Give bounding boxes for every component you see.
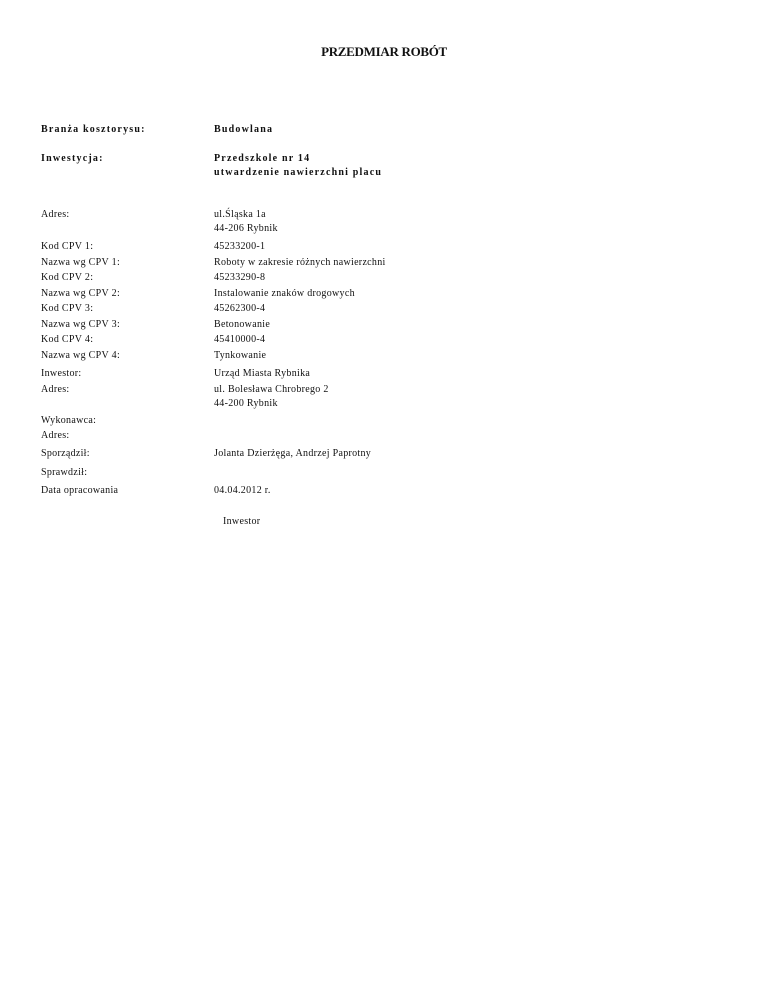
inwestor-footer-note: Inwestor [223, 516, 261, 527]
cpv-label: Nazwa wg CPV 4: [41, 350, 121, 361]
adres1-value-line-1: ul.Śląska 1a [214, 209, 266, 220]
sporzadzil-value: Jolanta Dzierżęga, Andrzej Paprotny [214, 448, 372, 459]
cpv-value: Roboty w zakresie różnych nawierzchni [214, 257, 386, 268]
sporzadzil-label: Sporządził: [41, 448, 90, 459]
cpv-value: Tynkowanie [214, 350, 267, 361]
sprawdzil-label: Sprawdził: [41, 467, 88, 478]
cpv-label: Nazwa wg CPV 2: [41, 288, 121, 299]
cpv-value: 45410000-4 [214, 334, 266, 345]
branza-label: Branża kosztorysu: [41, 124, 146, 135]
wykonawca-label: Wykonawca: [41, 415, 97, 426]
adres1-value [214, 208, 278, 236]
inwestor-value: Urząd Miasta Rybnika [214, 368, 311, 379]
cpv-label: Kod CPV 1: [41, 241, 94, 252]
cpv-label: Kod CPV 3: [41, 303, 94, 314]
inwestycja-value [214, 152, 382, 180]
adres2-value-line-2: 44-200 Rybnik [214, 398, 278, 409]
data-opracowania-value: 04.04.2012 r. [214, 485, 271, 496]
cpv-label: Nazwa wg CPV 3: [41, 319, 121, 330]
cpv-label: Kod CPV 4: [41, 334, 94, 345]
adres1-label: Adres: [41, 209, 70, 220]
cpv-label: Nazwa wg CPV 1: [41, 257, 121, 268]
inwestycja-value-line-1: Przedszkole nr 14 [214, 153, 311, 164]
adres3-label: Adres: [41, 430, 70, 441]
inwestor-label: Inwestor: [41, 368, 82, 379]
cpv-value: Instalowanie znaków drogowych [214, 288, 355, 299]
inwestycja-label: Inwestycja: [41, 153, 104, 164]
document-title: PRZEDMIAR ROBÓT [321, 44, 447, 59]
cpv-value: 45233290-8 [214, 272, 266, 283]
cpv-value: Betonowanie [214, 319, 271, 330]
cpv-value: 45262300-4 [214, 303, 266, 314]
cpv-label: Kod CPV 2: [41, 272, 94, 283]
adres1-value-line-2: 44-206 Rybnik [214, 223, 278, 234]
adres2-label: Adres: [41, 384, 70, 395]
data-opracowania-label: Data opracowania [41, 485, 119, 496]
inwestycja-value-line-2: utwardzenie nawierzchni placu [214, 167, 383, 178]
cpv-value: 45233200-1 [214, 241, 266, 252]
branza-value: Budowlana [214, 124, 274, 135]
adres2-value [214, 383, 329, 411]
adres2-value-line-1: ul. Bolesława Chrobrego 2 [214, 384, 329, 395]
